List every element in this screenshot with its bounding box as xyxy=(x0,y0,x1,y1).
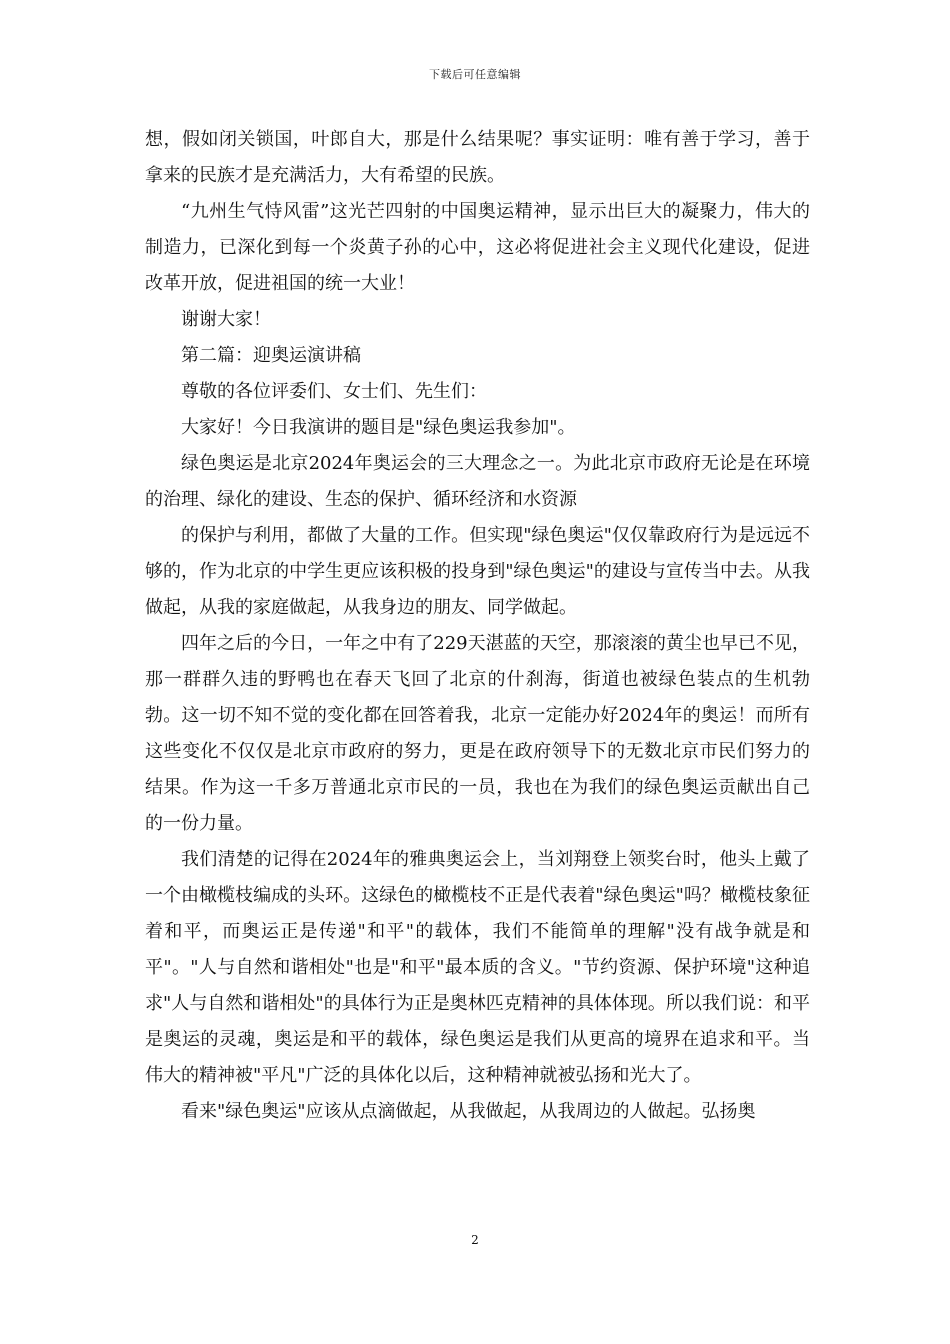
paragraph: 看来"绿色奥运"应该从点滴做起，从我做起，从我周边的人做起。弘扬奥 xyxy=(181,1101,756,1122)
document-body xyxy=(145,122,810,1130)
paragraph: 我们清楚的记得在2024年的雅典奥运会上，当刘翔登上领奖台时，他头上戴了一个由橄榄枝编成的头环。这绿色的橄榄枝不正是代表着"绿色奥运"吗？橄榄枝象征着和平，而奥运正是传递"和平"的载体，我们不能简单的理解"没有战争就是和平"。"人与自然和谐相处"也是"和平"最本质的含义。"节约资源、保护环境"这种追求"人与自然和谐相处"的具体行为正是奥林匹克精神的具体体现。所以我们说：和平是奥运的灵魂，奥运是和平的载体，绿色奥运是我们从更高的境界在追求和平。当伟大的精神被"平凡"广泛的具体化以后，这种精神就被弘扬和光大了。 xyxy=(145,849,810,1086)
page-number: 2 xyxy=(471,1233,479,1247)
salutation: 尊敬的各位评委们、女士们、先生们： xyxy=(181,381,487,402)
paragraph: “九州生气恃风雷”这光芒四射的中国奥运精神，显示出巨大的凝聚力，伟大的制造力，已深化到每一个炎黄子孙的心中，这必将促进社会主义现代化建设，促进改革开放，促进祖国的统一大业！ xyxy=(145,201,810,294)
section-title: 第二篇：迎奥运演讲稿 xyxy=(181,345,361,366)
paragraph: 的保护与利用，都做了大量的工作。但实现"绿色奥运"仅仅靠政府行为是远远不够的，作为北京的中学生更应该积极的投身到"绿色奥运"的建设与宣传当中去。从我做起，从我的家庭做起，从我身边的朋友、同学做起。 xyxy=(145,525,810,618)
page-header: 下载后可任意编辑 xyxy=(429,68,521,81)
paragraph: 绿色奥运是北京2024年奥运会的三大理念之一。为此北京市政府无论是在环境的治理、绿化的建设、生态的保护、循环经济和水资源 xyxy=(145,453,810,510)
paragraph: 大家好！今日我演讲的题目是"绿色奥运我参加"。 xyxy=(181,417,576,438)
paragraph: 谢谢大家！ xyxy=(181,309,271,330)
paragraph: 四年之后的今日，一年之中有了229天湛蓝的天空，那滚滚的黄尘也早已不见，那一群群久违的野鸭也在春天飞回了北京的什刹海，街道也被绿色装点的生机勃勃。这一切不知不觉的变化都在回答着我，北京一定能办好2024年的奥运！而所有这些变化不仅仅是北京市政府的努力，更是在政府领导下的无数北京市民们努力的结果。作为这一千多万普通北京市民的一员，我也在为我们的绿色奥运贡献出自己的一份力量。 xyxy=(145,633,810,834)
paragraph: 想，假如闭关锁国，叶郎自大，那是什么结果呢？事实证明：唯有善于学习，善于拿来的民族才是充满活力，大有希望的民族。 xyxy=(145,129,810,186)
